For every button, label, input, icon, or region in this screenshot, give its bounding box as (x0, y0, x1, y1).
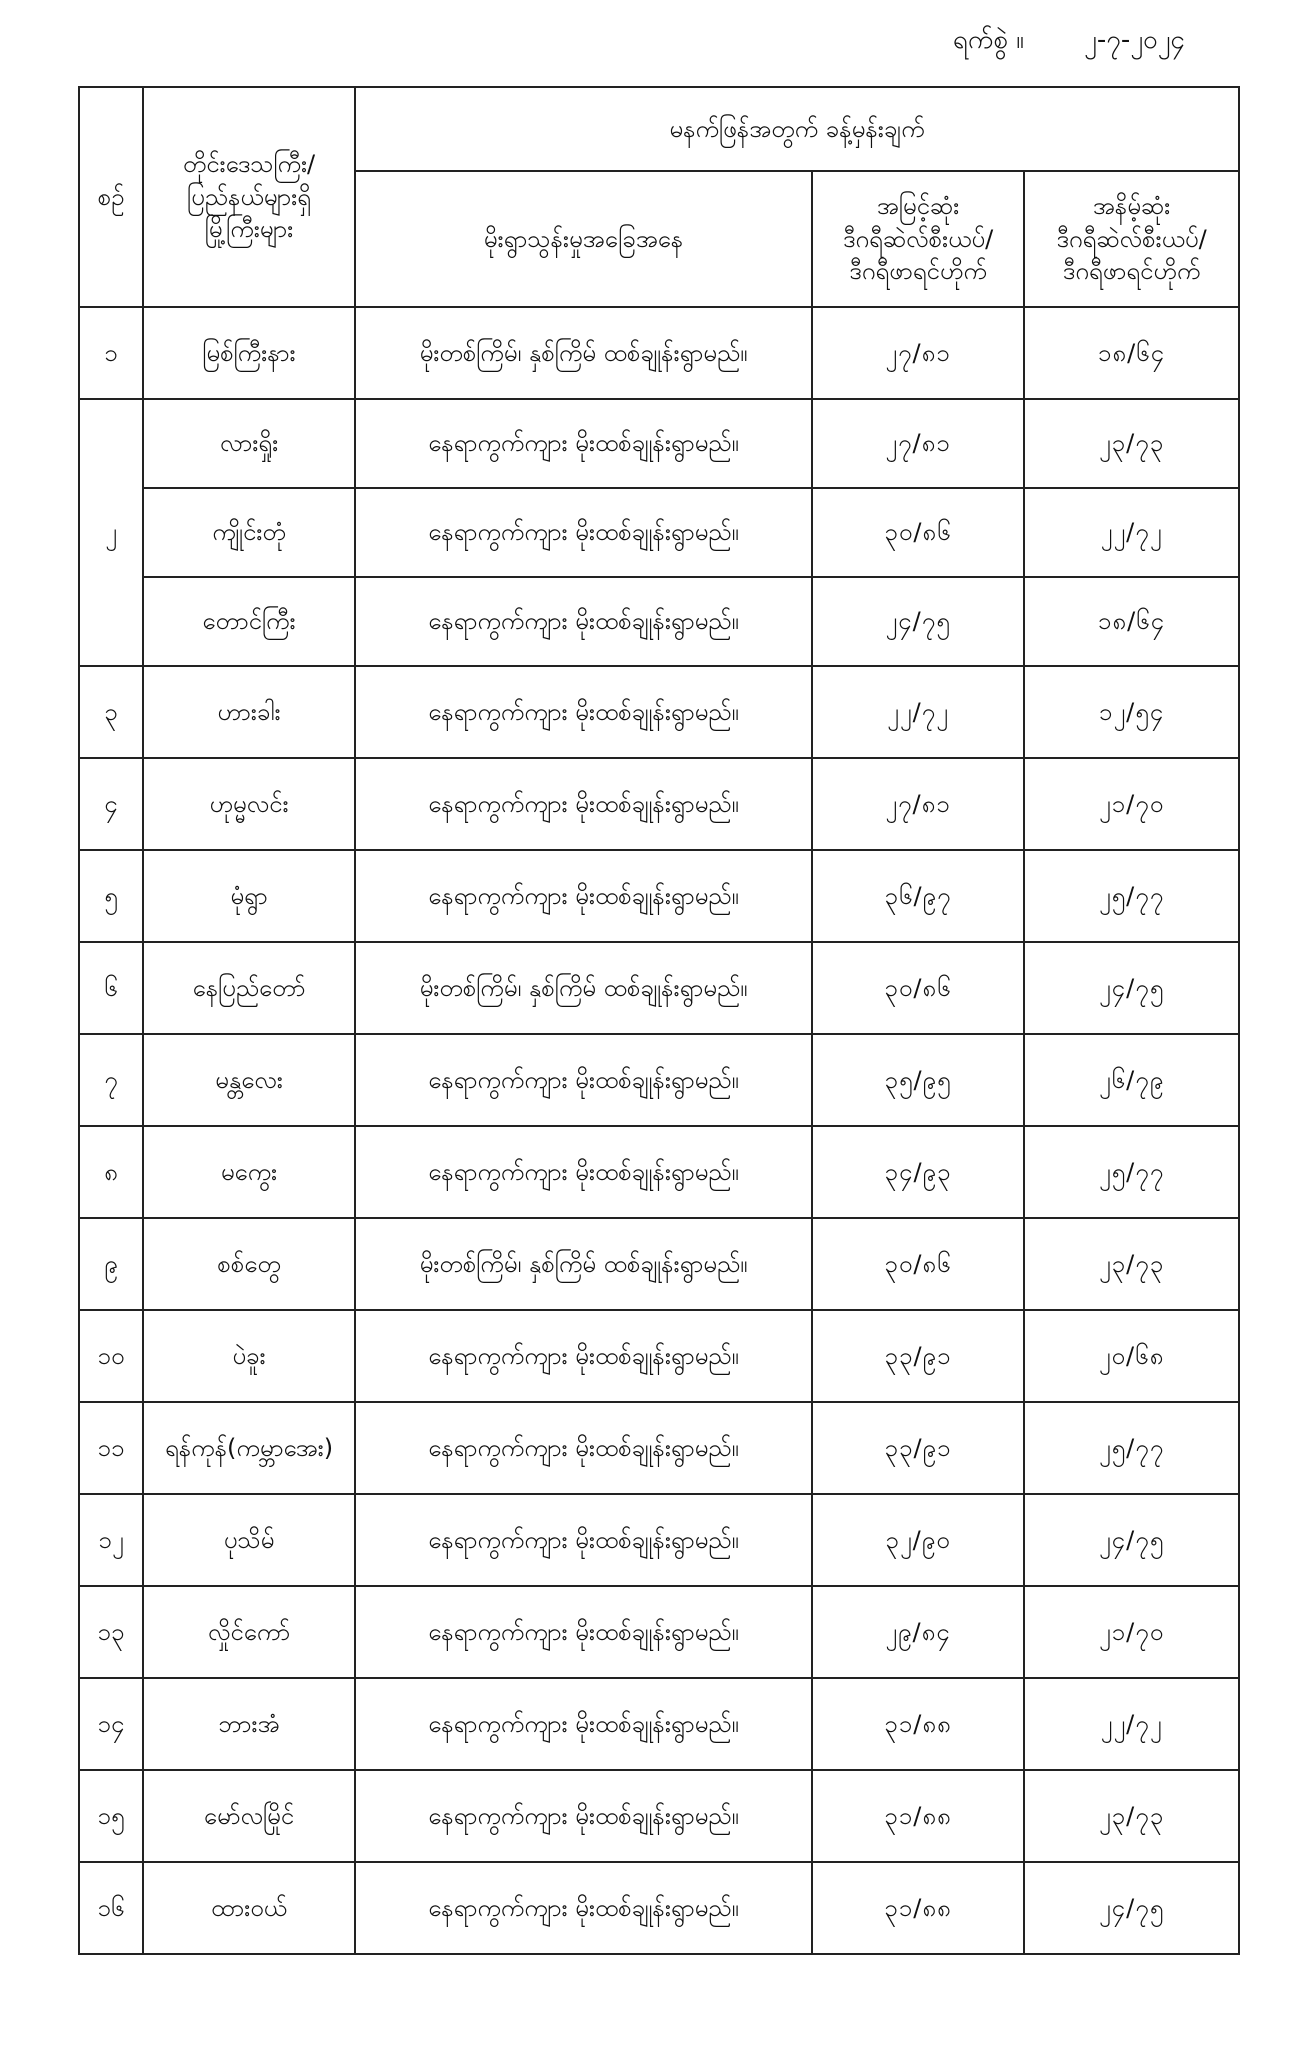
cell-condition: နေရာကွက်ကျား မိုးထစ်ချုန်းရွာမည်။ (355, 577, 812, 666)
cell-city: မြစ်ကြီးနား (143, 307, 355, 399)
cell-condition: နေရာကွက်ကျား မိုးထစ်ချုန်းရွာမည်။ (355, 1678, 812, 1770)
cell-serial: ၇ (79, 1034, 143, 1126)
forecast-table (78, 86, 1240, 1955)
cell-condition: နေရာကွက်ကျား မိုးထစ်ချုန်းရွာမည်။ (355, 1126, 812, 1218)
cell-min-temp: ၁၈/၆၄ (1024, 577, 1239, 666)
date-value: ၂-၇-၂၀၂၄ (1084, 25, 1185, 55)
cell-city: မော်လမြိုင် (143, 1770, 355, 1862)
cell-condition: နေရာကွက်ကျား မိုးထစ်ချုန်းရွာမည်။ (355, 1862, 812, 1954)
table-row (79, 1770, 1239, 1862)
cell-max-temp: ၃၃/၉၁ (812, 1310, 1024, 1402)
header-max-line-3: ဒီဂရီဖာရင်ဟိုက် (849, 257, 987, 286)
cell-max-temp: ၃၃/၉၁ (812, 1402, 1024, 1494)
cell-condition: မိုးတစ်ကြိမ်၊ နှစ်ကြိမ် ထစ်ချုန်းရွာမည်။ (355, 307, 812, 399)
cell-min-temp: ၂၄/၇၅ (1024, 942, 1239, 1034)
cell-max-temp: ၃၅/၉၅ (812, 1034, 1024, 1126)
date-line (953, 22, 1185, 61)
cell-min-temp: ၂၃/၇၃ (1024, 1218, 1239, 1310)
cell-min-temp: ၂၄/၇၅ (1024, 1862, 1239, 1954)
cell-condition: နေရာကွက်ကျား မိုးထစ်ချုန်းရွာမည်။ (355, 1586, 812, 1678)
cell-min-temp: ၂၃/၇၃ (1024, 1770, 1239, 1862)
header-serial: စဉ် (79, 87, 143, 307)
header-min-line-1: အနိမ့်ဆုံး (1092, 192, 1171, 221)
header-min-temp (1024, 171, 1239, 307)
header-min-line-3: ဒီဂရီဖာရင်ဟိုက် (1062, 257, 1201, 286)
header-max-line-2: ဒီဂရီဆဲလ်စီးယပ်/ (842, 224, 994, 253)
cell-city: ပဲခူး (143, 1310, 355, 1402)
cell-condition: နေရာကွက်ကျား မိုးထစ်ချုန်းရွာမည်။ (355, 1310, 812, 1402)
table-row (79, 942, 1239, 1034)
header-region-line-2: ပြည်နယ်များရှိ (187, 182, 311, 211)
cell-max-temp: ၂၄/၇၅ (812, 577, 1024, 666)
cell-serial: ၁၂ (79, 1494, 143, 1586)
cell-max-temp: ၂၇/၈၁ (812, 307, 1024, 399)
cell-serial: ၆ (79, 942, 143, 1034)
cell-min-temp: ၁၈/၆၄ (1024, 307, 1239, 399)
table-row (79, 399, 1239, 488)
cell-condition: နေရာကွက်ကျား မိုးထစ်ချုန်းရွာမည်။ (355, 399, 812, 488)
cell-city: ပုသိမ် (143, 1494, 355, 1586)
table-row (79, 1218, 1239, 1310)
cell-city: ရန်ကုန်(ကမ္ဘာအေး) (143, 1402, 355, 1494)
table-row (79, 758, 1239, 850)
cell-city: မကွေး (143, 1126, 355, 1218)
cell-min-temp: ၂၂/၇၂ (1024, 1678, 1239, 1770)
cell-serial: ၅ (79, 850, 143, 942)
cell-condition: နေရာကွက်ကျား မိုးထစ်ချုန်းရွာမည်။ (355, 1034, 812, 1126)
cell-serial: ၄ (79, 758, 143, 850)
cell-max-temp: ၂၉/၈၄ (812, 1586, 1024, 1678)
cell-condition: နေရာကွက်ကျား မိုးထစ်ချုန်းရွာမည်။ (355, 1770, 812, 1862)
cell-max-temp: ၂၇/၈၁ (812, 758, 1024, 850)
cell-condition: မိုးတစ်ကြိမ်၊ နှစ်ကြိမ် ထစ်ချုန်းရွာမည်။ (355, 942, 812, 1034)
cell-condition: နေရာကွက်ကျား မိုးထစ်ချုန်းရွာမည်။ (355, 758, 812, 850)
cell-city: ဘားအံ (143, 1678, 355, 1770)
cell-serial: ၁၃ (79, 1586, 143, 1678)
table-row (79, 1310, 1239, 1402)
cell-min-temp: ၂၃/၇၃ (1024, 399, 1239, 488)
cell-condition: နေရာကွက်ကျား မိုးထစ်ချုန်းရွာမည်။ (355, 1402, 812, 1494)
cell-serial: ၁၁ (79, 1402, 143, 1494)
cell-max-temp: ၃၄/၉၃ (812, 1126, 1024, 1218)
cell-min-temp: ၂၄/၇၅ (1024, 1494, 1239, 1586)
cell-city: စစ်တွေ (143, 1218, 355, 1310)
cell-serial: ၁၀ (79, 1310, 143, 1402)
cell-serial: ၁၅ (79, 1770, 143, 1862)
table-row (79, 1402, 1239, 1494)
header-condition: မိုးရွာသွန်းမှုအခြေအနေ (355, 171, 812, 307)
cell-max-temp: ၃၁/၈၈ (812, 1770, 1024, 1862)
cell-max-temp: ၃၀/၈၆ (812, 488, 1024, 577)
cell-city: လှိုင်ကော် (143, 1586, 355, 1678)
cell-city: ကျိုင်းတုံ (143, 488, 355, 577)
cell-max-temp: ၂၇/၈၁ (812, 399, 1024, 488)
cell-city: ဟုမ္မလင်း (143, 758, 355, 850)
header-region-line-3: မြို့ကြီးများ (204, 215, 294, 244)
cell-city: မန္တလေး (143, 1034, 355, 1126)
cell-max-temp: ၃၆/၉၇ (812, 850, 1024, 942)
cell-max-temp: ၃၁/၈၈ (812, 1862, 1024, 1954)
header-max-temp (812, 171, 1024, 307)
cell-condition: နေရာကွက်ကျား မိုးထစ်ချုန်းရွာမည်။ (355, 666, 812, 758)
cell-city: ဟားခါး (143, 666, 355, 758)
cell-min-temp: ၂၀/၆၈ (1024, 1310, 1239, 1402)
cell-city: နေပြည်တော် (143, 942, 355, 1034)
table-row (79, 307, 1239, 399)
cell-condition: နေရာကွက်ကျား မိုးထစ်ချုန်းရွာမည်။ (355, 1494, 812, 1586)
header-region-line-1: တိုင်းဒေသကြီး/ (182, 150, 316, 179)
cell-serial: ၉ (79, 1218, 143, 1310)
cell-max-temp: ၃၀/၈၆ (812, 942, 1024, 1034)
cell-max-temp: ၃၁/၈၈ (812, 1678, 1024, 1770)
cell-serial: ၁၆ (79, 1862, 143, 1954)
table-row (79, 1862, 1239, 1954)
cell-city: မုံရွာ (143, 850, 355, 942)
cell-min-temp: ၂၁/၇၀ (1024, 758, 1239, 850)
table-row (79, 850, 1239, 942)
table-row (79, 577, 1239, 666)
cell-serial: ၃ (79, 666, 143, 758)
cell-min-temp: ၂၅/၇၇ (1024, 1126, 1239, 1218)
cell-city: လားရှိုး (143, 399, 355, 488)
table-row (79, 1126, 1239, 1218)
table-row (79, 1494, 1239, 1586)
cell-min-temp: ၂၁/၇၀ (1024, 1586, 1239, 1678)
cell-min-temp: ၂၂/၇၂ (1024, 488, 1239, 577)
cell-city: ထားဝယ် (143, 1862, 355, 1954)
cell-condition: နေရာကွက်ကျား မိုးထစ်ချုန်းရွာမည်။ (355, 488, 812, 577)
cell-city: တောင်ကြီး (143, 577, 355, 666)
header-max-line-1: အမြင့်ဆုံး (876, 192, 960, 221)
header-min-line-2: ဒီဂရီဆဲလ်စီးယပ်/ (1056, 224, 1207, 253)
cell-min-temp: ၂၅/၇၇ (1024, 850, 1239, 942)
cell-min-temp: ၂၅/၇၇ (1024, 1402, 1239, 1494)
header-forecast-group: မနက်ဖြန်အတွက် ခန့်မှန်းချက် (355, 87, 1239, 171)
date-label: ရက်စွဲ ။ (952, 25, 1025, 55)
cell-min-temp: ၁၂/၅၄ (1024, 666, 1239, 758)
cell-serial: ၂ (79, 399, 143, 666)
table-row (79, 666, 1239, 758)
cell-serial: ၁၄ (79, 1678, 143, 1770)
cell-serial: ၁ (79, 307, 143, 399)
cell-condition: မိုးတစ်ကြိမ်၊ နှစ်ကြိမ် ထစ်ချုန်းရွာမည်။ (355, 1218, 812, 1310)
table-row (79, 1586, 1239, 1678)
table-row (79, 1678, 1239, 1770)
cell-max-temp: ၂၂/၇၂ (812, 666, 1024, 758)
cell-serial: ၈ (79, 1126, 143, 1218)
cell-max-temp: ၃၀/၈၆ (812, 1218, 1024, 1310)
header-region (143, 87, 355, 307)
cell-min-temp: ၂၆/၇၉ (1024, 1034, 1239, 1126)
cell-max-temp: ၃၂/၉၀ (812, 1494, 1024, 1586)
table-row (79, 488, 1239, 577)
cell-condition: နေရာကွက်ကျား မိုးထစ်ချုန်းရွာမည်။ (355, 850, 812, 942)
table-row (79, 1034, 1239, 1126)
